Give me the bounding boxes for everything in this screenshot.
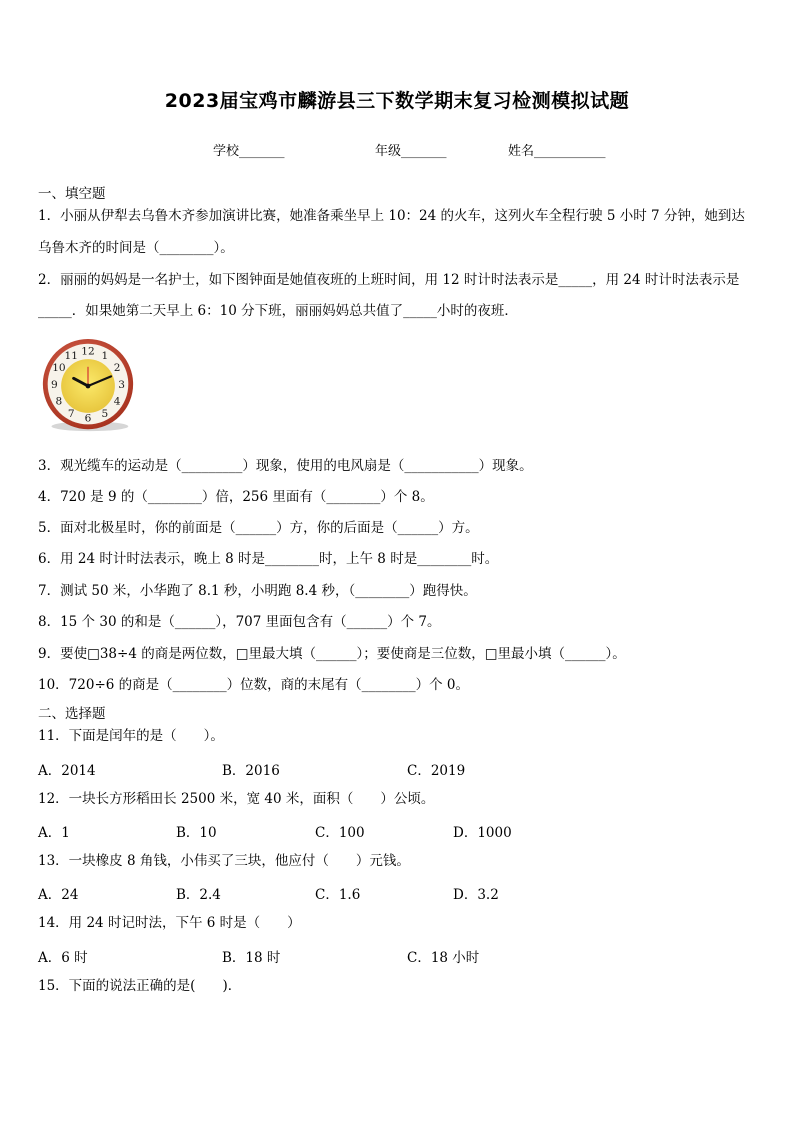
q14-option-a: A．6 时	[38, 950, 88, 966]
q11-option-a: A．2014	[38, 763, 96, 779]
clock-numeral-3: 3	[118, 378, 125, 391]
question-15: 15．下面的说法正确的是( )．	[38, 978, 242, 994]
q12-option-a: A．1	[38, 825, 70, 841]
q12-option-c: C．100	[315, 825, 365, 841]
section-fill-in: 一、填空题	[38, 186, 106, 202]
question-1-line-1: 1．小丽从伊犁去乌鲁木齐参加演讲比赛，她准备乘坐早上 10：24 的火车，这列火车全程行驶 5 小时 7 分钟，她到达	[38, 208, 745, 224]
question-6: 6．用 24 时计时法表示，晚上 8 时是________时，上午 8 时是________时。	[38, 551, 499, 567]
question-1-line-2: 乌鲁木齐的时间是（________）。	[38, 240, 234, 256]
clock-numeral-9: 9	[51, 378, 58, 391]
question-5: 5．面对北极星时，你的前面是（______）方，你的后面是（______）方。	[38, 520, 479, 536]
q13-option-a: A．24	[38, 887, 79, 903]
q11-option-b: B．2016	[222, 763, 280, 779]
q13-option-c: C．1.6	[315, 887, 361, 903]
question-8: 8．15 个 30 的和是（______），707 里面包含有（______）个 7。	[38, 614, 441, 630]
question-12: 12．一块长方形稻田长 2500 米，宽 40 米，面积（ ）公顷。	[38, 791, 435, 807]
page-title: 2023届宝鸡市麟游县三下数学期末复习检测模拟试题	[164, 90, 630, 112]
clock-numeral-1: 1	[101, 349, 109, 362]
question-11: 11．下面是闰年的是（ ）。	[38, 728, 224, 744]
clock-numeral-10: 10	[52, 362, 66, 375]
question-14: 14．用 24 时记时法，下午 6 时是（ ）	[38, 915, 301, 931]
clock-numeral-4: 4	[113, 395, 121, 408]
question-4: 4．720 是 9 的（________）倍，256 里面有（________）个 8。	[38, 489, 434, 505]
school-field: 学校_______	[213, 144, 285, 159]
q12-option-b: B．10	[176, 825, 217, 841]
q13-option-d: D．3.2	[453, 887, 499, 903]
question-10: 10．720÷6 的商是（________）位数，商的末尾有（________）个 0。	[38, 677, 470, 693]
section-choice: 二、选择题	[38, 706, 106, 722]
grade-field: 年级_______	[375, 144, 447, 159]
clock-numeral-12: 12	[81, 345, 95, 358]
clock-numeral-6: 6	[84, 412, 92, 425]
q13-option-b: B．2.4	[176, 887, 221, 903]
clock-numeral-8: 8	[55, 395, 63, 408]
clock-image	[40, 338, 136, 434]
q14-option-b: B．18 时	[222, 950, 281, 966]
q12-option-d: D．1000	[453, 825, 512, 841]
clock-numeral-2: 2	[113, 362, 121, 375]
question-3: 3．观光缆车的运动是（_________）现象，使用的电风扇是（___________）现象。	[38, 458, 533, 474]
question-9: 9．要使□38÷4 的商是两位数，□里最大填（______）；要使商是三位数，□里最小填（______）。	[38, 646, 626, 662]
question-2-line-2: _____．如果她第二天早上 6：10 分下班，丽丽妈妈总共值了_____小时的夜班．	[38, 303, 518, 319]
question-13: 13．一块橡皮 8 角钱，小伟买了三块，他应付（ ）元钱。	[38, 853, 410, 869]
q14-option-c: C．18 小时	[407, 950, 480, 966]
question-7: 7．测试 50 米，小华跑了 8.1 秒，小明跑 8.4 秒，（________）跑得快。	[38, 583, 477, 599]
name-field: 姓名___________	[508, 144, 606, 159]
q11-option-c: C．2019	[407, 763, 466, 779]
clock-numeral-7: 7	[67, 408, 75, 421]
question-2-line-1: 2．丽丽的妈妈是一名护士，如下图钟面是她值夜班的上班时间，用 12 时计时法表示是_____，用 24 时计时法表示是	[38, 272, 740, 288]
clock-numeral-11: 11	[64, 349, 78, 362]
clock-numeral-5: 5	[101, 408, 109, 421]
